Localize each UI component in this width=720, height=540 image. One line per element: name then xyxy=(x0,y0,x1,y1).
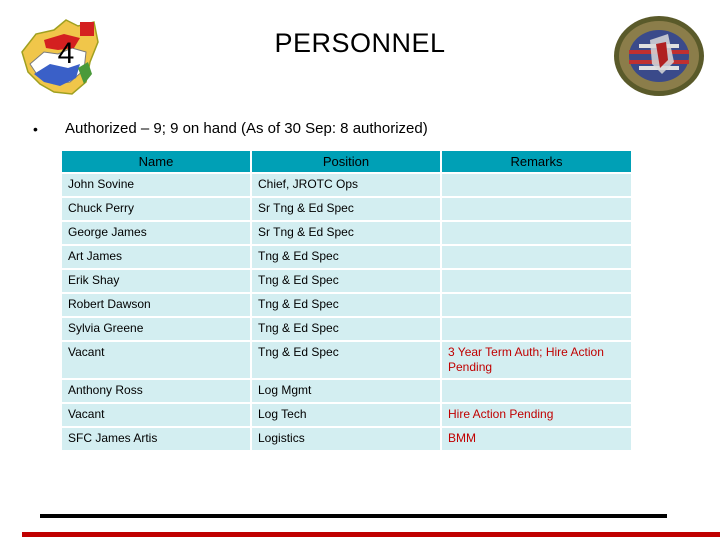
page-title: PERSONNEL xyxy=(274,28,446,58)
bullet-icon: • xyxy=(33,121,38,137)
remarks-cell xyxy=(442,198,631,220)
position-cell: Sr Tng & Ed Spec xyxy=(252,198,440,220)
position-cell: Tng & Ed Spec xyxy=(252,342,440,378)
name-cell: George James xyxy=(62,222,250,244)
remarks-cell xyxy=(442,270,631,292)
table-row xyxy=(62,174,631,196)
remarks-cell xyxy=(442,246,631,268)
remarks-cell: 3 Year Term Auth; Hire Action Pending xyxy=(442,342,631,378)
position-cell: Chief, JROTC Ops xyxy=(252,174,440,196)
bottom-red-divider xyxy=(22,532,720,537)
name-cell: Erik Shay xyxy=(62,270,250,292)
table-header-row xyxy=(62,151,631,172)
name-cell: Sylvia Greene xyxy=(62,318,250,340)
table-row xyxy=(62,318,631,340)
personnel-table xyxy=(60,149,633,452)
column-header-position: Position xyxy=(252,151,440,172)
table-row xyxy=(62,342,631,378)
table-row xyxy=(62,380,631,402)
name-cell: Vacant xyxy=(62,404,250,426)
remarks-cell xyxy=(442,380,631,402)
table-row xyxy=(62,294,631,316)
position-cell: Tng & Ed Spec xyxy=(252,318,440,340)
name-cell: Robert Dawson xyxy=(62,294,250,316)
position-cell: Tng & Ed Spec xyxy=(252,246,440,268)
table-row xyxy=(62,246,631,268)
name-cell: Chuck Perry xyxy=(62,198,250,220)
remarks-cell: BMM xyxy=(442,428,631,450)
remarks-cell xyxy=(442,294,631,316)
position-cell: Sr Tng & Ed Spec xyxy=(252,222,440,244)
jrotc-seal-icon xyxy=(612,14,706,98)
table-row xyxy=(62,270,631,292)
name-cell: John Sovine xyxy=(62,174,250,196)
table-row xyxy=(62,428,631,450)
name-cell: Vacant xyxy=(62,342,250,378)
logo-number: 4 xyxy=(57,37,75,70)
position-cell: Tng & Ed Spec xyxy=(252,270,440,292)
position-cell: Log Tech xyxy=(252,404,440,426)
bottom-divider xyxy=(40,514,667,518)
authorized-summary: Authorized – 9; 9 on hand (As of 30 Sep: 8 authorized) xyxy=(65,120,428,137)
name-cell: Art James xyxy=(62,246,250,268)
name-cell: SFC James Artis xyxy=(62,428,250,450)
remarks-cell: Hire Action Pending xyxy=(442,404,631,426)
remarks-cell xyxy=(442,318,631,340)
name-cell: Anthony Ross xyxy=(62,380,250,402)
column-header-remarks: Remarks xyxy=(442,151,631,172)
position-cell: Logistics xyxy=(252,428,440,450)
column-header-name: Name xyxy=(62,151,250,172)
position-cell: Tng & Ed Spec xyxy=(252,294,440,316)
position-cell: Log Mgmt xyxy=(252,380,440,402)
table-row xyxy=(62,198,631,220)
remarks-cell xyxy=(442,174,631,196)
table-row xyxy=(62,404,631,426)
table-row xyxy=(62,222,631,244)
remarks-cell xyxy=(442,222,631,244)
